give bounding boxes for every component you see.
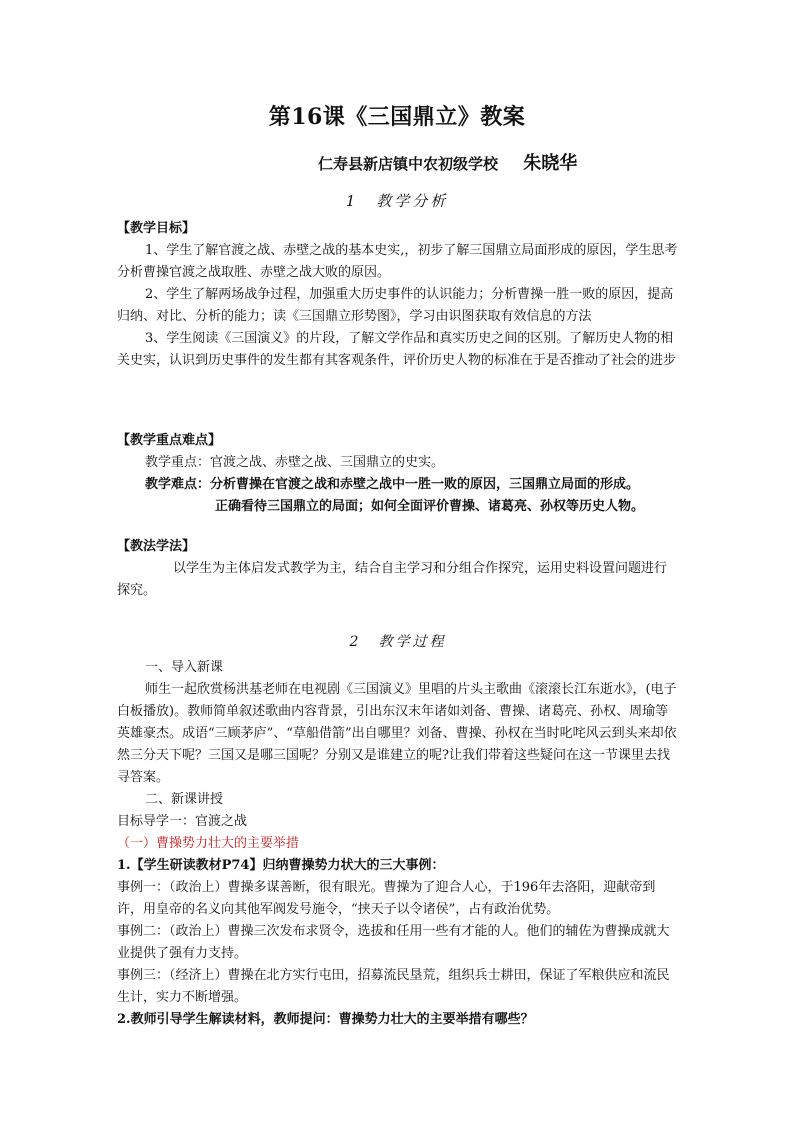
teaching-difficulty: 教学难点：分析曹操在官渡之战和赤壁之战中一胜一败的原因，三国鼎立局面的形成。: [145, 477, 640, 492]
case-2: 事例二：（政治上）曹操三次发布求贤令，选拔和任用一些有才能的人。他们的辅佐为曹操成就大业提供了强有力支持。: [117, 924, 670, 961]
teaching-difficulty-2: 正确看待三国鼎立的局面；如何全面评价曹操、诸葛亮、孙权等历史人物。: [215, 499, 645, 514]
task-2: 2.教师引导学生解读材料，教师提问：曹操势力壮大的主要举措有哪些？: [117, 1012, 534, 1027]
author-line: [318, 149, 577, 175]
objective-item-3: 3、学生阅读《三国演义》的片段，了解文学作品和真实历史之间的区别。了解历史人物的相关史实，认识到历史事件的发生都有其客观条件，评价历史人物的标准在于是否推动了社会的进步: [117, 331, 677, 368]
author-school: 仁寿县新店镇中农初级学校: [318, 155, 499, 173]
keypoints-heading: 【教学重点难点】: [117, 433, 222, 448]
objective-item-1: 1、学生了解官渡之战、赤壁之战的基本史实,，初步了解三国鼎立局面形成的原因，学生思考分析曹操官渡之战取胜、赤壁之战大败的原因。: [117, 243, 678, 280]
author-name: 朱晓华: [523, 153, 578, 174]
intro-text: 师生一起欣赏杨洪基老师在电视剧《三国演义》里唱的片头主歌曲《滚滚长江东逝水》，(电子白板播放)。教师简单叙述歌曲内容背景，引出东汉末年诸如刘备、曹操、诸葛亮、孙权、周瑜等英雄豪杰。成语“三顾茅庐”、“草船借箭”出自哪里？刘备、曹操、孙权在当时叱咤风云到头来却依然三分天下呢？三国又是哪三国呢？分别又是谁建立的呢?让我们带着这些疑问在这一节课里去找寻答案。: [117, 682, 677, 785]
new-lesson-heading: 二、新课讲授: [145, 792, 224, 807]
teaching-focus: 教学重点：官渡之战、赤壁之战、三国鼎立的史实。: [145, 455, 445, 470]
methods-text: 以学生为主体启发式教学为主，结合自主学习和分组合作探究，运用史料设置问题进行探究。: [117, 561, 668, 598]
objectives-section: [117, 218, 679, 372]
section-1-heading: 1 教学分析: [345, 192, 449, 210]
keypoints-section: [117, 430, 679, 518]
section-2-heading: 2 教学过程: [349, 634, 447, 650]
objectives-heading: 【教学目标】: [117, 221, 196, 236]
subsection-1: （一）曹操势力壮大的主要举措: [117, 836, 300, 851]
objective-item-2: 2、学生了解两场战争过程，加强重大历史事件的认识能力；分析曹操一胜一败的原因，提高归纳、对比、分析的能力；读《三国鼎立形势图》，学习由识图获取有效信息的方法: [117, 287, 674, 324]
goal-1: 目标导学一：官渡之战: [117, 814, 248, 829]
case-3: 事例三：（经济上）曹操在北方实行屯田，招募流民垦荒，组织兵士耕田，保证了军粮供应和流民生计，实力不断增强。: [117, 968, 670, 1005]
task-1: 1.【学生研读教材P74】归纳曹操势力状大的三大事例：: [117, 858, 445, 873]
case-1: 事例一：（政治上）曹操多谋善断，很有眼光。曹操为了迎合人心，于196年去洛阳，迎献帝到许，用皇帝的名义向其他军阀发号施令，“挟天子以令诸侯”，占有政治优势。: [117, 880, 656, 917]
process-section: [117, 657, 679, 1031]
page-title: 第16课《三国鼎立》教案: [268, 104, 526, 130]
methods-section: [117, 536, 679, 602]
intro-heading: 一、导入新课: [145, 660, 224, 675]
methods-heading: 【教法学法】: [117, 539, 196, 554]
